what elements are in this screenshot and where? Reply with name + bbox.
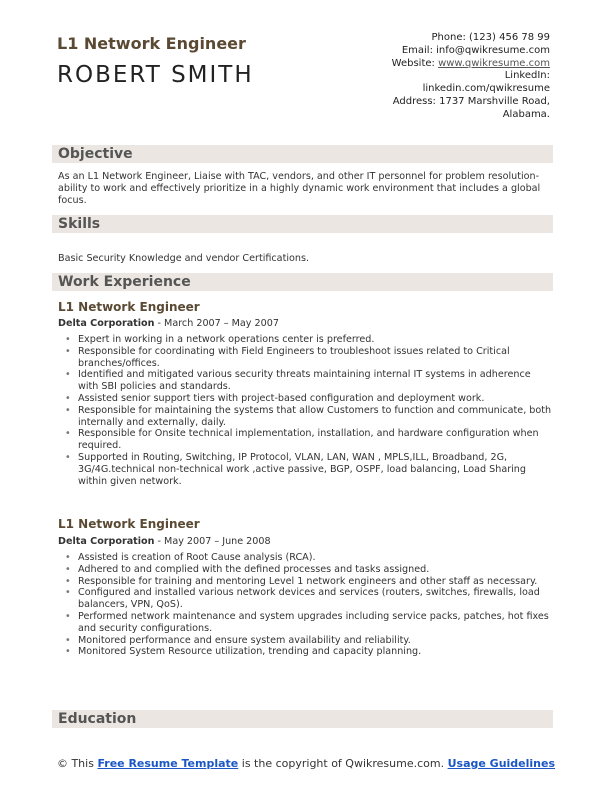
list-item: • Monitored System Resource utilization, trending and capacity planning. bbox=[64, 646, 554, 658]
work-title: Work Experience bbox=[58, 274, 191, 290]
list-item: • Supported in Routing, Switching, IP Protocol, VLAN, LAN, WAN , MPLS,ILL, Broadband, 2G, 3G/4G.technical non-technical work ,active passive, BGP, OSPF, load balancing, Load Sharing within given network. bbox=[64, 452, 554, 487]
job-company: Delta Corporation bbox=[58, 318, 155, 329]
skills-text: Basic Security Knowledge and vendor Certifications. bbox=[58, 253, 309, 264]
job-role: L1 Network Engineer bbox=[58, 517, 200, 531]
footer-prefix: © This bbox=[56, 757, 98, 770]
job-dates: - March 2007 – May 2007 bbox=[154, 318, 279, 329]
list-item: • Monitored performance and ensure system availability and reliability. bbox=[64, 635, 554, 647]
website-link[interactable]: www.qwikresume.com bbox=[438, 57, 550, 69]
skills-title: Skills bbox=[58, 216, 101, 232]
contact-phone: Phone: (123) 456 78 99 bbox=[431, 32, 550, 43]
contact-address-line2: Alabama. bbox=[502, 108, 550, 120]
list-item: • Identified and mitigated various security threats maintaining internal IT systems in adherence with SBI policies and standards. bbox=[64, 369, 554, 393]
list-item: • Assisted senior support tiers with project-based configuration and deployment work. bbox=[64, 393, 554, 405]
footer-middle: is the copyright of Qwikresume.com. bbox=[238, 757, 448, 770]
contact-linkedin-value: linkedin.com/qwikresume bbox=[422, 83, 550, 95]
header-job-title: L1 Network Engineer bbox=[57, 34, 246, 53]
free-resume-template-link[interactable]: Free Resume Template bbox=[97, 757, 239, 770]
job-company-dates bbox=[58, 318, 279, 329]
list-item: • Responsible for maintaining the systems that allow Customers to function and communicate, both internally and externally, daily. bbox=[64, 405, 554, 429]
list-item: • Adhered to and complied with the defined processes and tasks assigned. bbox=[64, 564, 554, 576]
usage-guidelines-link[interactable]: Usage Guidelines bbox=[447, 757, 556, 770]
job-company: Delta Corporation bbox=[58, 536, 155, 547]
job-dates: - May 2007 – June 2008 bbox=[154, 536, 271, 547]
list-item: • Responsible for training and mentoring Level 1 network engineers and other staff as necessary. bbox=[64, 576, 554, 588]
list-item: • Performed network maintenance and system upgrades including service packs, patches, hot fixes and security configurations. bbox=[64, 611, 554, 635]
candidate-name: ROBERT SMITH bbox=[57, 62, 254, 88]
list-item: • Assisted is creation of Root Cause analysis (RCA). bbox=[64, 552, 554, 564]
job-role: L1 Network Engineer bbox=[58, 300, 200, 314]
contact-website bbox=[300, 58, 550, 71]
skills-section-bar bbox=[52, 215, 553, 233]
list-item: • Responsible for Onsite technical implementation, installation, and hardware configuration when required. bbox=[64, 428, 554, 452]
contact-linkedin-label: LinkedIn: bbox=[504, 70, 550, 82]
contact-block bbox=[300, 32, 550, 122]
contact-email: Email: info@qwikresume.com bbox=[401, 44, 550, 56]
objective-text: As an L1 Network Engineer, Liaise with TAC, vendors, and other IT personnel for problem resolution-ability to work and effectively prioritize in a highly dynamic work environment that includes a global focus. bbox=[58, 171, 541, 206]
contact-address-line1: Address: 1737 Marshville Road, bbox=[392, 95, 550, 107]
education-title: Education bbox=[58, 711, 137, 727]
job-bullets bbox=[64, 334, 554, 487]
list-item: • Configured and installed various network devices and services (routers, switches, firewalls, load balancers, VPN, QoS). bbox=[64, 587, 554, 611]
job-company-dates bbox=[58, 536, 271, 547]
footer bbox=[56, 757, 556, 770]
list-item: • Expert in working in a network operations center is preferred. bbox=[64, 334, 554, 346]
contact-website-label: Website: bbox=[391, 57, 439, 69]
job-bullets bbox=[64, 552, 554, 658]
objective-title: Objective bbox=[58, 146, 133, 162]
list-item: • Responsible for coordinating with Field Engineers to troubleshoot issues related to Critical branches/offices. bbox=[64, 346, 554, 370]
